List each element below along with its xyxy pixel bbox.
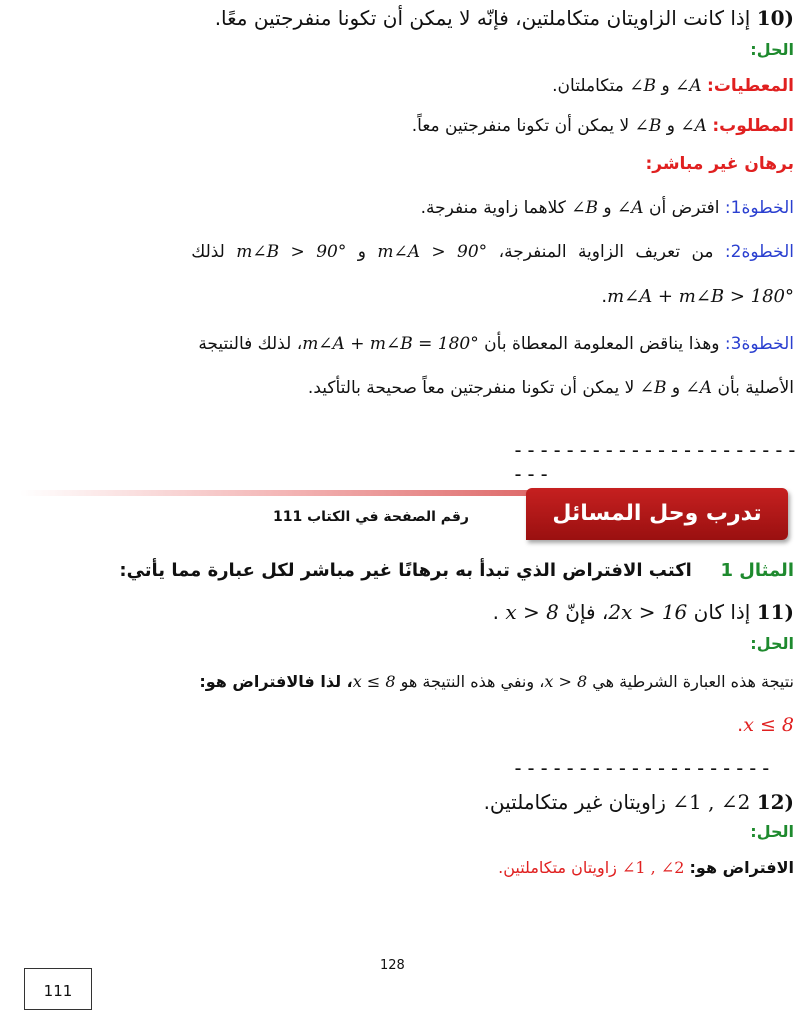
step-pre: افترض أن xyxy=(648,198,720,218)
math-sum-equality: m∠A + m∠B = 180° xyxy=(302,334,479,354)
step-label: الخطوة2: xyxy=(724,242,794,262)
q11-answer xyxy=(6,714,794,736)
and-word: و xyxy=(671,378,681,398)
question-number: 11) xyxy=(756,600,794,624)
period: . xyxy=(492,600,499,624)
angle-b: ∠B xyxy=(634,116,662,136)
step-rest: لذلك xyxy=(191,242,225,262)
q11-math-2: x ≤ 8 xyxy=(352,672,396,691)
q12-solution-pre: الافتراض هو: xyxy=(689,858,794,877)
angle-a: ∠A xyxy=(680,116,707,136)
and-word: و xyxy=(603,198,612,218)
page-number: 128 xyxy=(380,958,405,973)
step-2-line-2 xyxy=(6,286,794,307)
step-2 xyxy=(6,242,794,262)
and-word: و xyxy=(661,76,670,96)
q11-condition: 2x > 16 xyxy=(608,600,688,624)
step-line2-rest: لا يمكن أن تكونا منفرجتين معاً صحيحة بالتأكيد. xyxy=(307,378,635,398)
required-label: المطلوب: xyxy=(712,116,794,136)
math-m-angle-b: m∠B > 90° xyxy=(236,242,347,262)
givens-label: المعطيات: xyxy=(707,76,794,96)
givens-rest: متكاملتان. xyxy=(552,76,624,96)
example-label: المثال 1 xyxy=(720,560,794,581)
angle-a: ∠A xyxy=(617,198,644,218)
q11-math-1: x > 8 xyxy=(544,672,588,691)
indirect-proof-title: برهان غير مباشر: xyxy=(645,154,794,174)
book-page-box: 111 xyxy=(24,968,92,1010)
solution-label: الحل: xyxy=(750,634,794,653)
q11-solution-line xyxy=(6,672,794,691)
step-3-line-2 xyxy=(6,378,794,398)
question-10 xyxy=(6,6,794,30)
angle-b: ∠B xyxy=(639,378,667,398)
q11-solution-text: نتيجة هذه العبارة الشرطية هي xyxy=(592,672,794,691)
example-text: اكتب الافتراض الذي تبدأ به برهانًا غير مباشر لكل عبارة مما يأتي: xyxy=(119,560,692,581)
q11-conclusion: x > 8 xyxy=(505,600,559,624)
step-text: وهذا يناقض المعلومة المعطاة بأن xyxy=(484,334,720,354)
step-1 xyxy=(6,198,794,218)
period: . xyxy=(737,714,744,736)
solution-label: الحل: xyxy=(750,40,794,59)
q12-rest: زاويتان غير متكاملتين. xyxy=(483,790,666,814)
required-line xyxy=(6,116,794,136)
q12-solution-angles: ∠1 , ∠2 xyxy=(622,858,685,877)
step-line2-pre: الأصلية بأن xyxy=(717,378,794,398)
angle-b: ∠B xyxy=(571,198,599,218)
required-rest: لا يمكن أن تكونا منفرجتين معاً. xyxy=(411,116,630,136)
step-rest: كلاهما زاوية منفرجة. xyxy=(420,198,566,218)
math-sum-inequality: m∠A + m∠B > 180° xyxy=(607,286,794,307)
period: . xyxy=(601,286,608,307)
step-text: من تعريف الزاوية المنفرجة، xyxy=(498,242,714,262)
angle-a: ∠A xyxy=(685,378,713,398)
separator-dashes: ------------------------- xyxy=(512,438,799,486)
question-number: 12) xyxy=(756,790,794,814)
angle-a: ∠A xyxy=(675,76,702,96)
solution-label: الحل: xyxy=(750,822,794,841)
givens-line xyxy=(6,76,794,96)
q12-solution-rest: زاويتان متكاملتين. xyxy=(498,858,617,877)
q11-solution-mid: ، ونفي هذه النتيجة هو xyxy=(400,672,545,691)
page-ref-text: رقم الصفحة في الكتاب 111 xyxy=(272,509,469,525)
step-label: الخطوة3: xyxy=(724,334,794,354)
and-word: و xyxy=(666,116,675,136)
step-rest: ، لذلك فالنتيجة xyxy=(198,334,303,354)
separator-dashes: -------------------- xyxy=(512,756,773,780)
math-m-angle-a: m∠A > 90° xyxy=(377,242,488,262)
step-3 xyxy=(6,334,794,354)
section-banner-title: تدرب وحل المسائل xyxy=(526,488,788,540)
q11-answer-math: x ≤ 8 xyxy=(743,714,794,736)
question-text: إذا كانت الزاويتان متكاملتين، فإنّه لا يمكن أن تكونا منفرجتين معًا. xyxy=(214,6,751,30)
question-12 xyxy=(6,790,794,814)
q12-solution-line xyxy=(6,858,794,877)
q11-mid: ، فإنّ xyxy=(565,600,609,624)
example-1 xyxy=(6,560,794,581)
and-word: و xyxy=(357,242,366,262)
q11-solution-rest: ، لذا فالافتراض هو: xyxy=(199,672,353,691)
q12-angles: ∠1 , ∠2 xyxy=(672,790,751,814)
step-label: الخطوة1: xyxy=(724,198,794,218)
q11-pre: إذا كان xyxy=(693,600,751,624)
angle-b: ∠B xyxy=(629,76,657,96)
question-11 xyxy=(6,600,794,624)
question-number: 10) xyxy=(756,6,794,30)
